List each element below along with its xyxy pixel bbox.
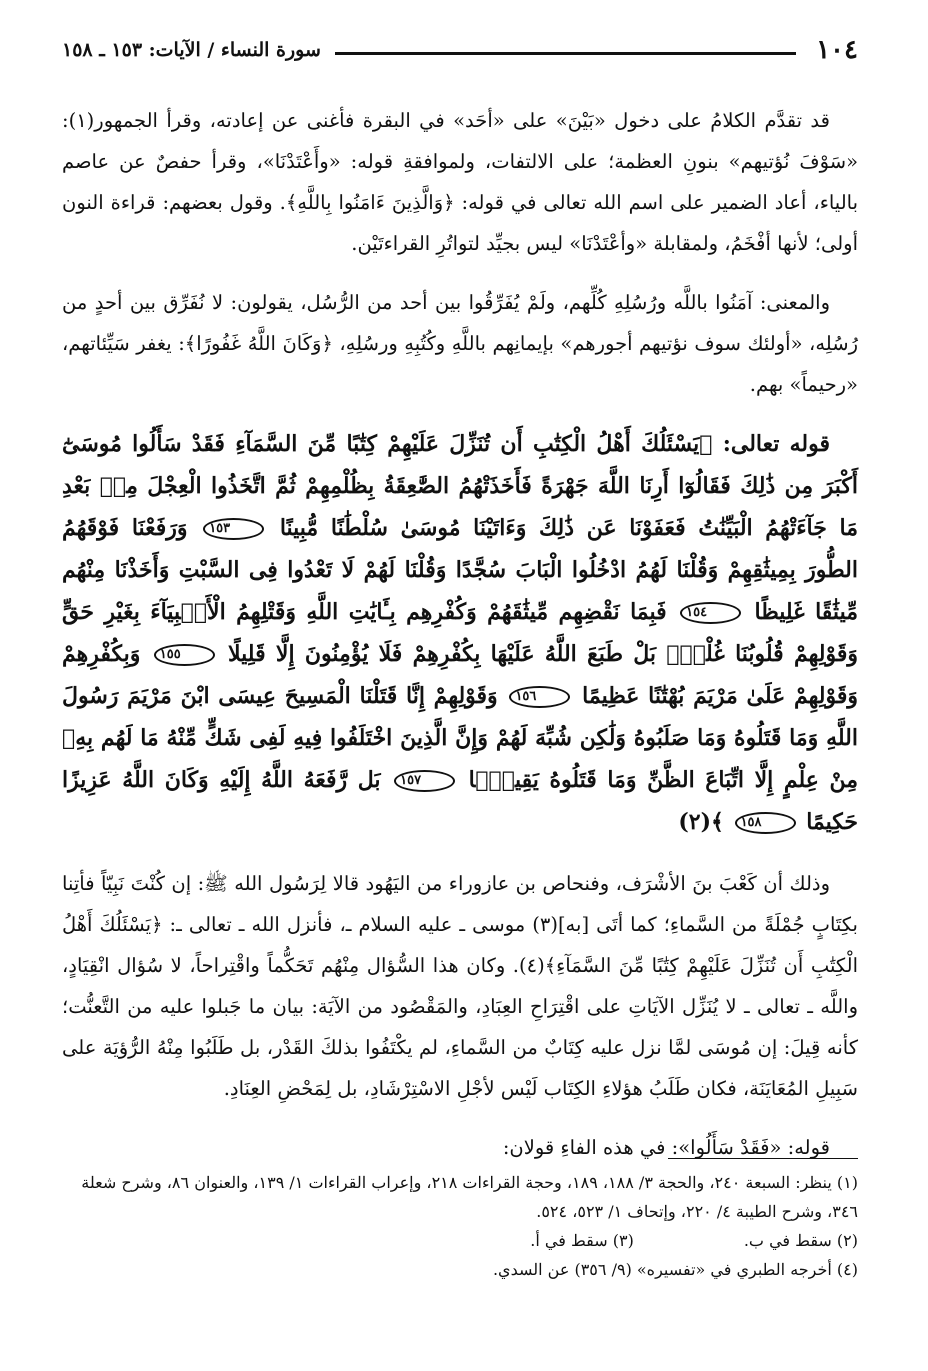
verse-closing: ﴾(٢) xyxy=(678,809,724,835)
verse-intro: قوله تعالى: xyxy=(722,431,830,457)
verse-text: فَبِمَا نَقْضِهِم مِّيثَٰقَهُمْ وَكُفْرِهِم بِـَٔايَٰتِ اللَّهِ وَقَتْلِهِمُ الْأَنۢبِيَآءَ بِغَيْرِ حَقٍّ وَقَوْلِهِمْ قُلُوبُنَا غُلْفٌۢ بَلْ طَبَعَ اللَّهُ عَلَيْهَا بِكُفْرِهِمْ فَلَا يُؤْمِنُونَ إِلَّا قَلِيلًا xyxy=(62,599,859,667)
paragraph: قوله: «فَقَدْ سَأَلُوا»: في هذه الفاءِ قولان: xyxy=(502,1136,830,1159)
footnote: (٤) أخرجه الطبري في «تفسيره» (٩/ ٣٥٦) عن السدي. xyxy=(492,1260,858,1279)
footnote: (١) ينظر: السبعة ٢٤٠، والحجة ٣/ ١٨٨، ١٨٩، وحجة القراءات ٢١٨، وإعراب القراءات ١/ ١٣٩، والعنوان ٨٦، وشرح شعلة ٣٤٦، وشرح الطيبة ٤/ ٢٢٠، وإتحاف ١/ ٥٢٣، ٥٢٤. xyxy=(81,1173,858,1221)
header-rule xyxy=(335,52,796,55)
verse-text: ﴿يَسْئَلُكَ أَهْلُ الْكِتَٰبِ أَن تُنَزِّلَ عَلَيْهِمْ كِتَٰبًا مِّنَ السَّمَآءِ فَقَدْ سَأَلُوا مُوسَىٰٓ أَكْبَرَ مِن ذَٰلِكَ فَقَالُوٓا أَرِنَا اللَّهَ جَهْرَةً فَأَخَذَتْهُمُ الصَّٰعِقَةُ بِظُلْمِهِمْ ثُمَّ اتَّخَذُوا الْعِجْلَ مِنۢ بَعْدِ مَا جَآءَتْهُمُ الْبَيِّنَٰتُ فَعَفَوْنَا عَن ذَٰلِكَ وَءَاتَيْنَا مُوسَىٰ سُلْطَٰنًا مُّبِينًا xyxy=(62,431,858,541)
paragraph: والمعنى: آمَنُوا باللَّه ورُسُلِهِ كُلِّهم، ولَمْ يُفَرِّقُوا بين أحد من الرُّسُل، يقولون: لا نُفَرِّق بين أحدٍ من رُسُلِه، «أولئك سوف نؤتيهم أجورهم» بإيمانِهم باللَّهِ وكُتُبِهِ ورسُلِهِ، ﴿وَكَانَ اللَّهُ غَفُورًا﴾: يغفر سَيِّئاتهم، «رحيماً» بهم. xyxy=(62,291,858,396)
verse-number-badge: ١٥٤ xyxy=(680,602,741,624)
footnote: (٢) سقط في ب. xyxy=(743,1231,858,1250)
footnote-row xyxy=(62,1226,858,1255)
paragraph: قد تقدَّم الكلامُ على دخول «بَيْنَ» على «أحَد» في البقرة فأغنى عن إعادته، وقرأ الجمهور(١): «سَوْفَ نُؤتيهم» بنونِ العظمة؛ على الالتفات، ولموافقةِ قوله: «وأَعْتَدْنَا»، وقرأ حفصٌ عن عاصم بالياء، أعاد الضمير على اسم الله تعالى في قوله: ﴿وَالَّذِينَ ءَامَنُوا بِاللَّهِ﴾. وقول بعضهم: قراءة النون أولى؛ لأنها أفْخَمُ، ولمقابلة «وأعْتَدْنَا» ليس بجيِّد لتواتُرِ القراءتَيْن. xyxy=(62,109,858,255)
verse-number-badge: ١٥٦ xyxy=(509,686,570,708)
verse-number-badge: ١٥٥ xyxy=(154,644,215,666)
footnotes xyxy=(62,1168,858,1284)
verse-text: وَرَفَعْنَا فَوْقَهُمُ الطُّورَ بِمِيثَٰقِهِمْ وَقُلْنَا لَهُمُ ادْخُلُوا الْبَابَ سُجَّدًا وَقُلْنَا لَهُمْ لَا تَعْدُوا فِى السَّبْتِ وَأَخَذْنَا مِنْهُم مِّيثَٰقًا غَلِيظًا xyxy=(62,515,858,625)
verse-text: بَل رَّفَعَهُ اللَّهُ إِلَيْهِ وَكَانَ اللَّهُ عَزِيزًا حَكِيمًا xyxy=(62,767,858,835)
verse-text: وَبِكُفْرِهِمْ وَقَوْلِهِمْ عَلَىٰ مَرْيَمَ بُهْتَٰنًا عَظِيمًا xyxy=(62,641,858,709)
page-header xyxy=(62,30,858,70)
page-number: ١٠٤ xyxy=(816,35,858,65)
page-body xyxy=(62,100,858,1186)
verse-number-badge: ١٥٧ xyxy=(394,770,455,792)
footnote: (٣) سقط في أ. xyxy=(530,1231,634,1250)
quran-verse-block xyxy=(62,423,858,843)
verse-text: وَقَوْلِهِمْ إِنَّا قَتَلْنَا الْمَسِيحَ عِيسَى ابْنَ مَرْيَمَ رَسُولَ اللَّهِ وَمَا قَتَلُوهُ وَمَا صَلَبُوهُ وَلَٰكِن شُبِّهَ لَهُمْ وَإِنَّ الَّذِينَ اخْتَلَفُوا فِيهِ لَفِى شَكٍّ مِّنْهُ مَا لَهُم بِهِۦ مِنْ عِلْمٍ إِلَّا اتِّبَاعَ الظَّنِّ وَمَا قَتَلُوهُ يَقِينًۢا xyxy=(62,683,858,793)
running-title: سورة النساء / الآيات: ١٥٣ ـ ١٥٨ xyxy=(62,39,321,61)
verse-number-badge: ١٥٣ xyxy=(203,518,264,540)
verse-number-badge: ١٥٨ xyxy=(735,812,796,834)
paragraph: وذلك أن كَعْبَ بنَ الأشْرَف، وفنحاص بن عازوراء من اليَهُود قالا لِرَسُول الله ﷺ: إن كُنْتَ نَبِيّاً فأتِنا بكِتَابٍ جُمْلَةً من السَّماءِ؛ كما أتَى [به](٣) موسى ـ عليه السلام ـ، فأنزل الله ـ تعالى ـ: ﴿يَسْئَلُكَ أَهْلُ الْكِتَٰبِ أَن تُنَزِّلَ عَلَيْهِمْ كِتَٰبًا مِّنَ السَّمَآءِ﴾(٤). وكان هذا السُّؤال مِنْهُم تَحَكُّماً واقْتِراحاً، لا سُؤال انْقِيَادٍ، واللَّه ـ تعالى ـ لا يُنَزِّل الآيَاتِ على اقْتِرَاحِ العِبَادِ، والمَقْصُود من الآيَة: بيان ما جَبلوا عليه من التَّعنُّت؛ كأنه قِيلَ: إن مُوسَى لمَّا نزل عليه كِتَابٌ من السَّماءِ، لم يكْتَفُوا بذلكَ القَدْر، بل طَلَبُوا مِنْهُ الرُّؤيَة على سَبِيلِ المُعَايَنَة، فكان طَلَبُ هؤلاءِ الكِتَاب لَيْس لأجْلِ الاسْتِرْشَادِ، بل لِمَحْضِ العِنَادِ. xyxy=(62,872,858,1100)
footnote-separator xyxy=(668,1158,858,1159)
